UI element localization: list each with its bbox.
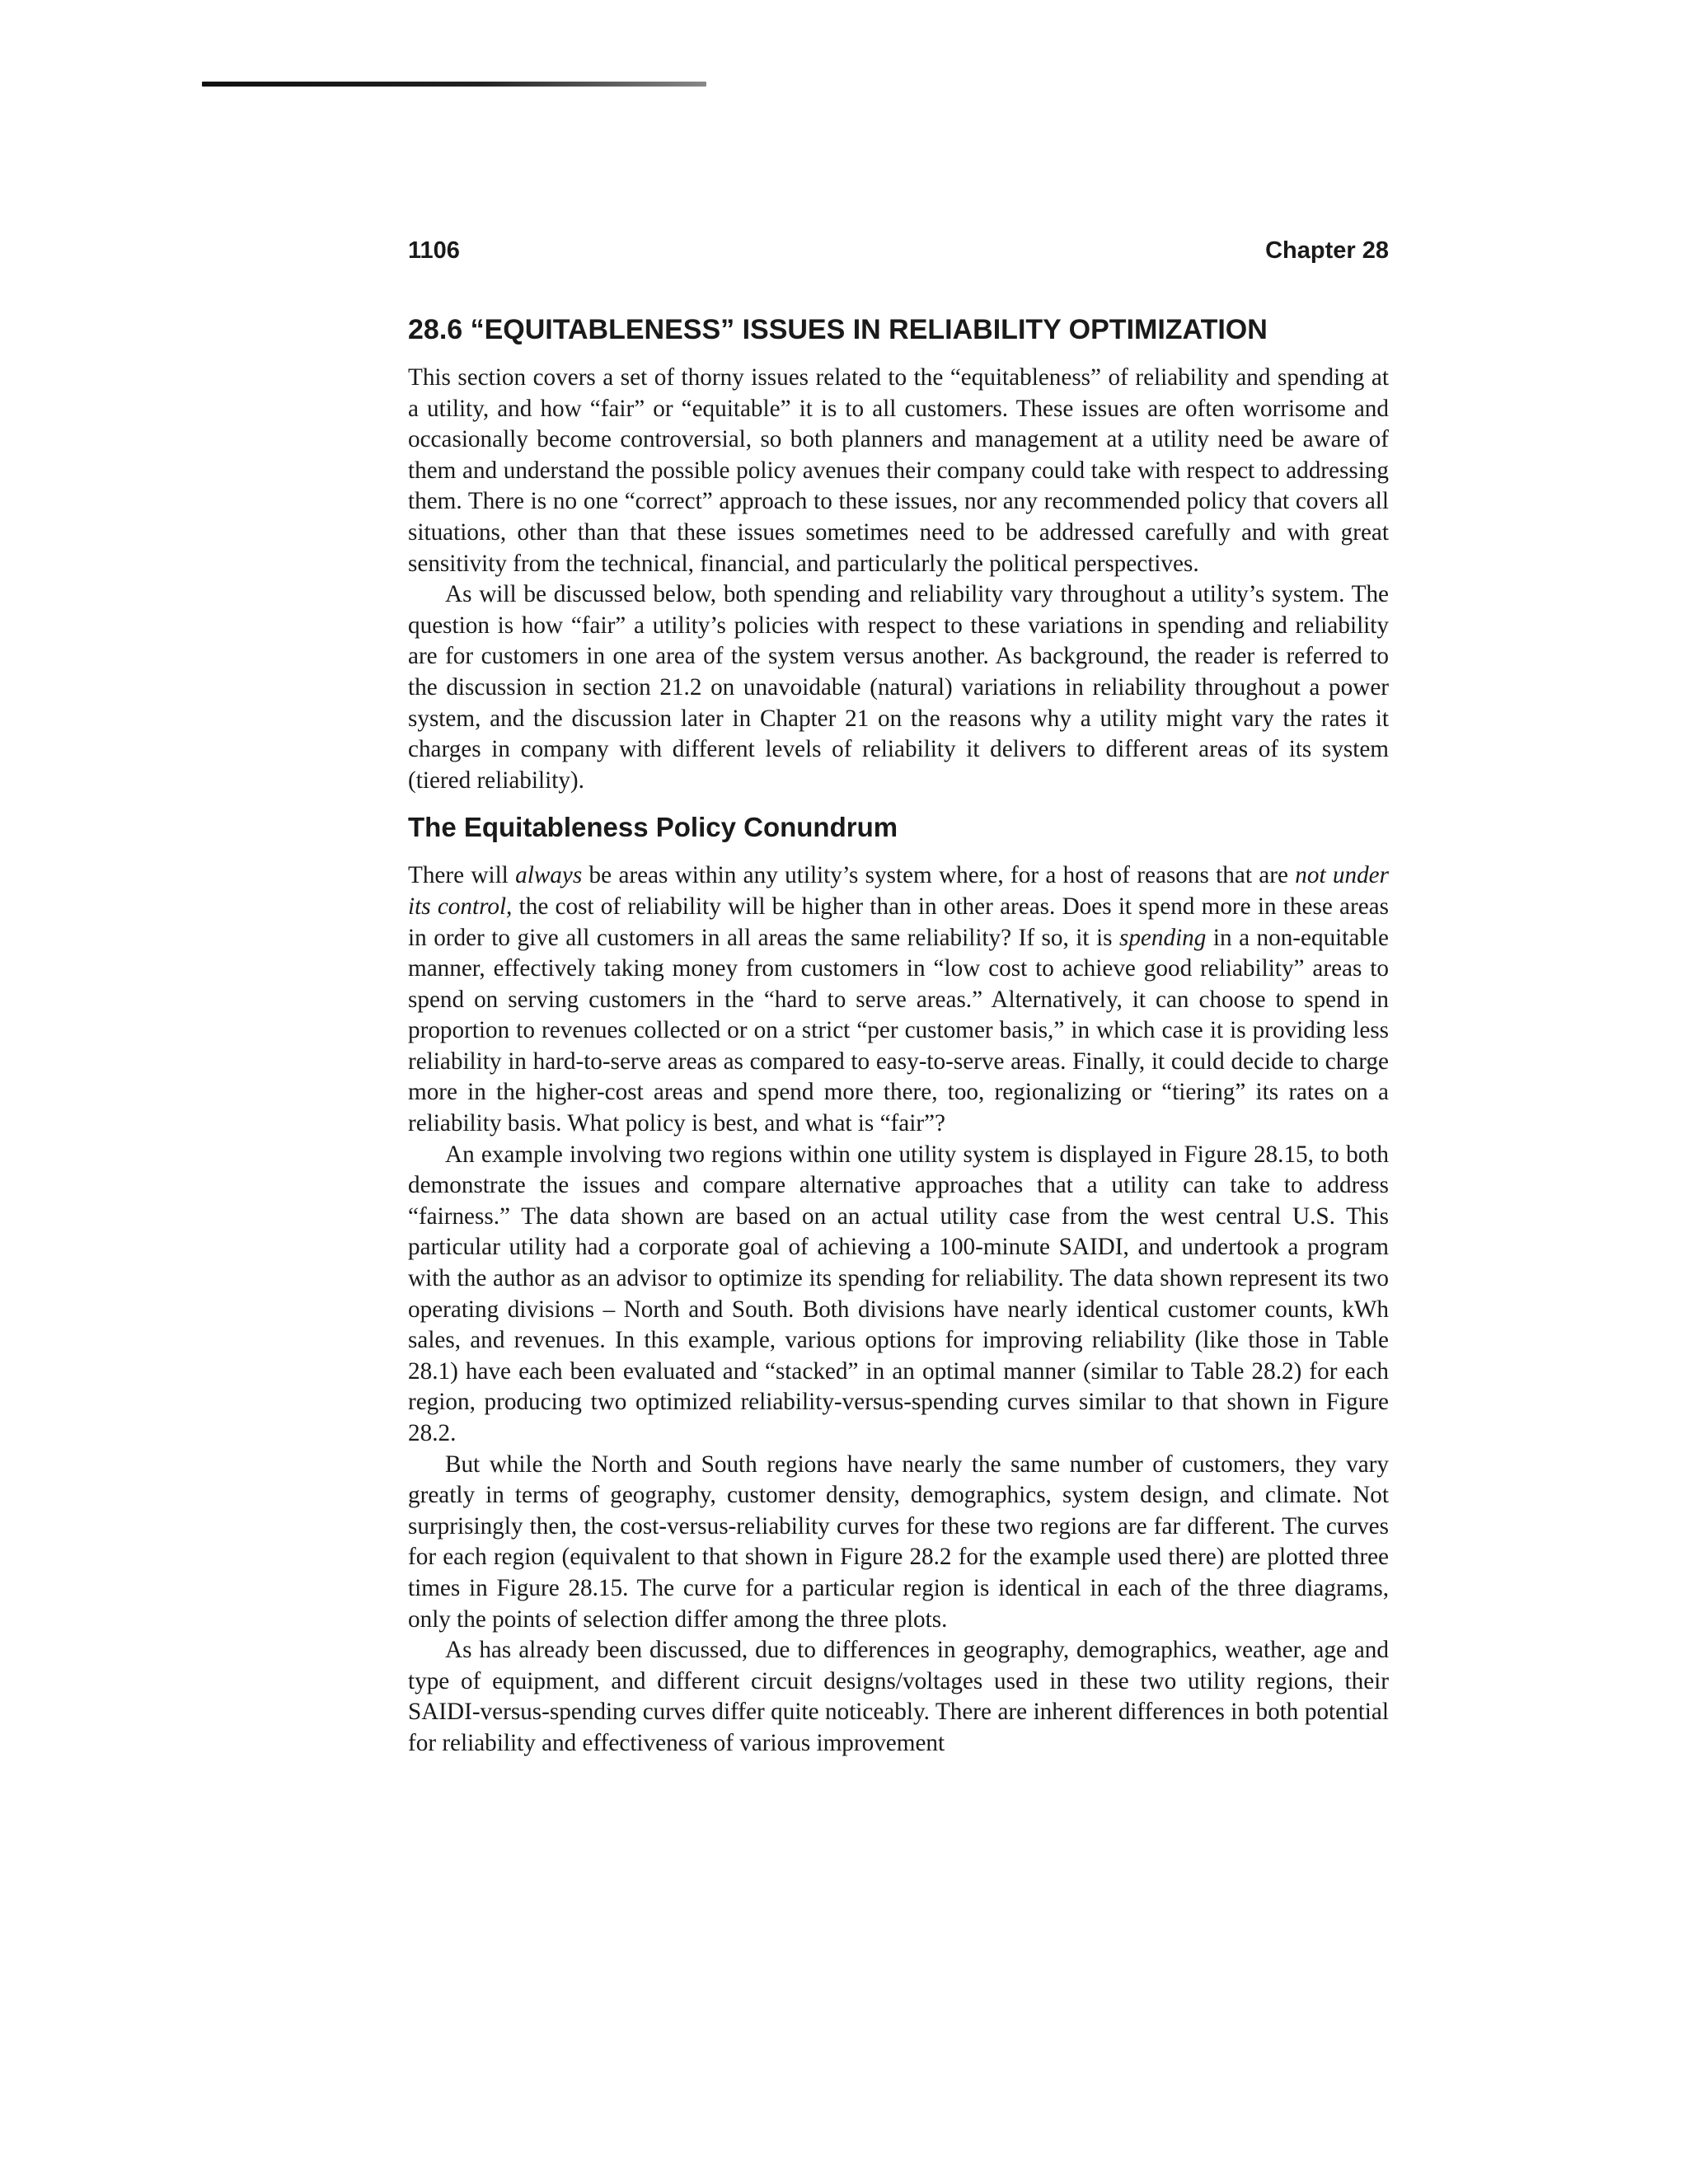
chapter-label: Chapter 28 [1265,237,1389,264]
subsection-paragraph-3: But while the North and South regions have nearly the same number of customers, they vary greatly in terms of geography, customer density, demographics, system design, and climate. Not surprisingly then, the cost-versus-reliability curves for these two regions are far different. The curves for each region (equivalent to that shown in Figure 28.2 for the example used there) are plotted three times in Figure 28.15. The curve for a particular region is identical in each of the three diagrams, only the points of selection differ among the three plots. [408,1451,1389,1633]
section-paragraph-1: This section covers a set of thorny issues related to the “equitableness” of reliability and spending at a utility, and how “fair” or “equitable” it is to all customers. These issues are often worrisome and occasionally become controversial, so both planners and management at a utility need be aware of them and understand the possible policy avenues their company could take with respect to addressing them. There is no one “correct” approach to these issues, nor any recommended policy that covers all situations, other than that these issues sometimes need to be addressed carefully and with great sensitivity from the technical, financial, and particularly the political perspectives. [408,364,1389,577]
running-head [408,236,1389,265]
section-paragraph-2: As will be discussed below, both spending and reliability vary throughout a utility’s system. The question is how “fair” a utility’s policies with respect to these variations in spending and reliability are for customers in one area of the system versus another. As background, the reader is referred to the discussion in section 21.2 on unavoidable (natural) variations in reliability throughout a power system, and the discussion later in Chapter 21 on the reasons why a utility might vary the rates it charges in company with different levels of reliability it delivers to different areas of its system (tiered reliability). [408,581,1389,794]
text-run: be areas within any utility’s system where, for a host of reasons that are [582,862,1296,889]
page-number: 1106 [408,237,460,264]
text-run: in a non-equitable manner, effectively taking money from customers in “low cost to achieve good reliability” areas to spend on serving customers in the “hard to serve areas.” Alternatively, it can choose to spend in proportion to revenues collected or on a strict “per customer basis,” in which case it is providing less reliability in hard-to-serve areas as compared to easy-to-serve areas. Finally, it could decide to charge more in the higher-cost areas and spend more there, too, regionalizing or “tiering” its rates on a reliability basis. What policy is best, and what is “fair”? [408,924,1389,1137]
subsection-heading: The Equitableness Policy Conundrum [408,812,898,843]
top-rule [202,82,706,87]
emphasis-spending: spending [1118,924,1207,951]
subsection-paragraph-4: As has already been discussed, due to differences in geography, demographics, weather, age and type of equipment, and different circuit designs/voltages used in these two utility regions, their SAIDI-versus-spending curves differ quite noticeably. There are inherent differences in both potential for reliability and effectiveness of various improvement [408,1637,1389,1756]
text-run: the cost of reliability will be higher than in other areas. Does it spend more in these areas in order to give all customers in all areas the same reliability? If so, it is [408,893,1389,951]
subsection-paragraph-2: An example involving two regions within one utility system is displayed in Figure 28.15, to both demonstrate the issues and compare alternative approaches that a utility can take to address “fairness.” The data shown are based on an actual utility case from the west central U.S. This particular utility had a corporate goal of achieving a 100-minute SAIDI, and undertook a program with the author as an advisor to optimize its spending for reliability. The data shown represent its two operating divisions – North and South. Both divisions have nearly identical customer counts, kWh sales, and revenues. In this example, various options for improving reliability (like those in Table 28.1) have each been evaluated and “stacked” in an optimal manner (similar to Table 28.2) for each region, producing two optimized reliability-versus-spending curves similar to that shown in Figure 28.2. [408,1141,1389,1446]
subsection-paragraph-1 [408,860,1389,1139]
emphasis-not-under-control: not under its control, [408,862,1389,920]
emphasis-always: always [515,862,583,889]
text-run: There will [408,862,516,889]
section-heading: 28.6 “EQUITABLENESS” ISSUES IN RELIABILITY OPTIMIZATION [408,314,1268,345]
page-body [408,312,1389,1760]
